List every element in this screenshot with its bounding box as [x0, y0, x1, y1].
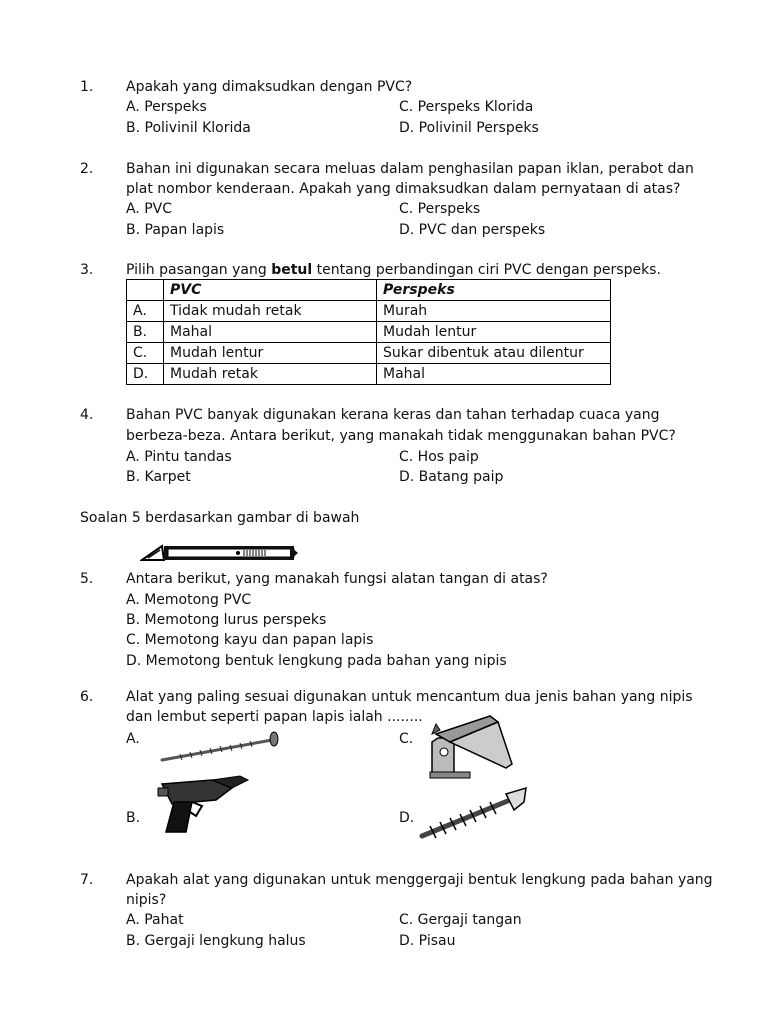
table-row: [127, 343, 611, 364]
q6-option-b: B.: [126, 810, 141, 826]
table-cell-letter: C.: [127, 343, 164, 364]
q7-prompt-line1: Apakah alat yang digunakan untuk menggergaji bentuk lengkung pada bahan yang: [126, 872, 713, 888]
table-cell-perspeks: Sukar dibentuk atau dilentur: [377, 343, 611, 364]
q2-number: 2.: [80, 161, 94, 177]
q6-number: 6.: [80, 689, 94, 705]
table-cell-perspeks: Murah: [377, 301, 611, 322]
q1-number: 1.: [80, 79, 94, 95]
table-header-pvc: PVC: [164, 280, 377, 301]
q6-option-c: C.: [399, 731, 414, 747]
q7-option-d: D. Pisau: [399, 933, 456, 949]
table-cell-pvc: Mudah lentur: [164, 343, 377, 364]
q5-intro: Soalan 5 berdasarkan gambar di bawah: [80, 510, 360, 526]
q3-prompt-before: Pilih pasangan yang: [126, 262, 272, 278]
table-header-blank: [127, 280, 164, 301]
q3-prompt-after: tentang perbandingan ciri PVC dengan perspeks.: [312, 262, 661, 278]
q5-option-d: D. Memotong bentuk lengkung pada bahan yang nipis: [126, 653, 507, 669]
table-row: [127, 322, 611, 343]
glue-gun-icon: [152, 774, 252, 836]
nail-icon: [160, 730, 282, 764]
table-cell-perspeks: Mahal: [377, 364, 611, 385]
q4-option-d: D. Batang paip: [399, 469, 504, 485]
q4-option-c: C. Hos paip: [399, 449, 479, 465]
q5-prompt: Antara berikut, yang manakah fungsi alatan tangan di atas?: [126, 571, 548, 587]
q6-option-a: A.: [126, 731, 140, 747]
table-cell-letter: A.: [127, 301, 164, 322]
q3-number: 3.: [80, 262, 94, 278]
q7-option-b: B. Gergaji lengkung halus: [126, 933, 306, 949]
screw-icon: [418, 786, 530, 840]
q5-option-c: C. Memotong kayu dan papan lapis: [126, 632, 374, 648]
q4-prompt-line1: Bahan PVC banyak digunakan kerana keras dan tahan terhadap cuaca yang: [126, 407, 660, 423]
table-cell-pvc: Tidak mudah retak: [164, 301, 377, 322]
q4-number: 4.: [80, 407, 94, 423]
q1-option-c: C. Perspeks Klorida: [399, 99, 534, 115]
q2-option-b: B. Papan lapis: [126, 222, 225, 238]
table-cell-letter: B.: [127, 322, 164, 343]
q4-option-a: A. Pintu tandas: [126, 449, 232, 465]
q6-option-d: D.: [399, 810, 415, 826]
table-cell-pvc: Mudah retak: [164, 364, 377, 385]
table-row: [127, 364, 611, 385]
q1-option-a: A. Perspeks: [126, 99, 207, 115]
q5-number: 5.: [80, 571, 94, 587]
utility-knife-icon: [140, 540, 300, 566]
q2-option-c: C. Perspeks: [399, 201, 481, 217]
q1-option-b: B. Polivinil Klorida: [126, 120, 251, 136]
stapler-icon: [428, 712, 518, 780]
q6-prompt-line2: dan lembut seperti papan lapis ialah ........: [126, 709, 423, 725]
table-cell-perspeks: Mudah lentur: [377, 322, 611, 343]
q1-prompt: Apakah yang dimaksudkan dengan PVC?: [126, 79, 413, 95]
q5-option-a: A. Memotong PVC: [126, 592, 252, 608]
q6-prompt-line1: Alat yang paling sesuai digunakan untuk mencantum dua jenis bahan yang nipis: [126, 689, 693, 705]
q2-option-d: D. PVC dan perspeks: [399, 222, 546, 238]
q3-prompt-bold: betul: [271, 262, 313, 278]
q2-option-a: A. PVC: [126, 201, 173, 217]
table-row: [127, 301, 611, 322]
q3-prompt: [126, 261, 661, 279]
table-cell-letter: D.: [127, 364, 164, 385]
table-cell-pvc: Mahal: [164, 322, 377, 343]
q2-prompt-line1: Bahan ini digunakan secara meluas dalam penghasilan papan iklan, perabot dan: [126, 161, 694, 177]
table-header-perspeks: Perspeks: [377, 280, 611, 301]
q2-prompt-line2: plat nombor kenderaan. Apakah yang dimaksudkan dalam pernyataan di atas?: [126, 181, 681, 197]
q3-comparison-table: [126, 279, 611, 385]
q4-prompt-line2: berbeza-beza. Antara berikut, yang manakah tidak menggunakan bahan PVC?: [126, 428, 676, 444]
table-header-row: [127, 280, 611, 301]
q1-option-d: D. Polivinil Perspeks: [399, 120, 539, 136]
q7-number: 7.: [80, 872, 94, 888]
q7-option-a: A. Pahat: [126, 912, 184, 928]
q7-prompt-line2: nipis?: [126, 892, 167, 908]
q7-option-c: C. Gergaji tangan: [399, 912, 522, 928]
q5-option-b: B. Memotong lurus perspeks: [126, 612, 327, 628]
q4-option-b: B. Karpet: [126, 469, 191, 485]
